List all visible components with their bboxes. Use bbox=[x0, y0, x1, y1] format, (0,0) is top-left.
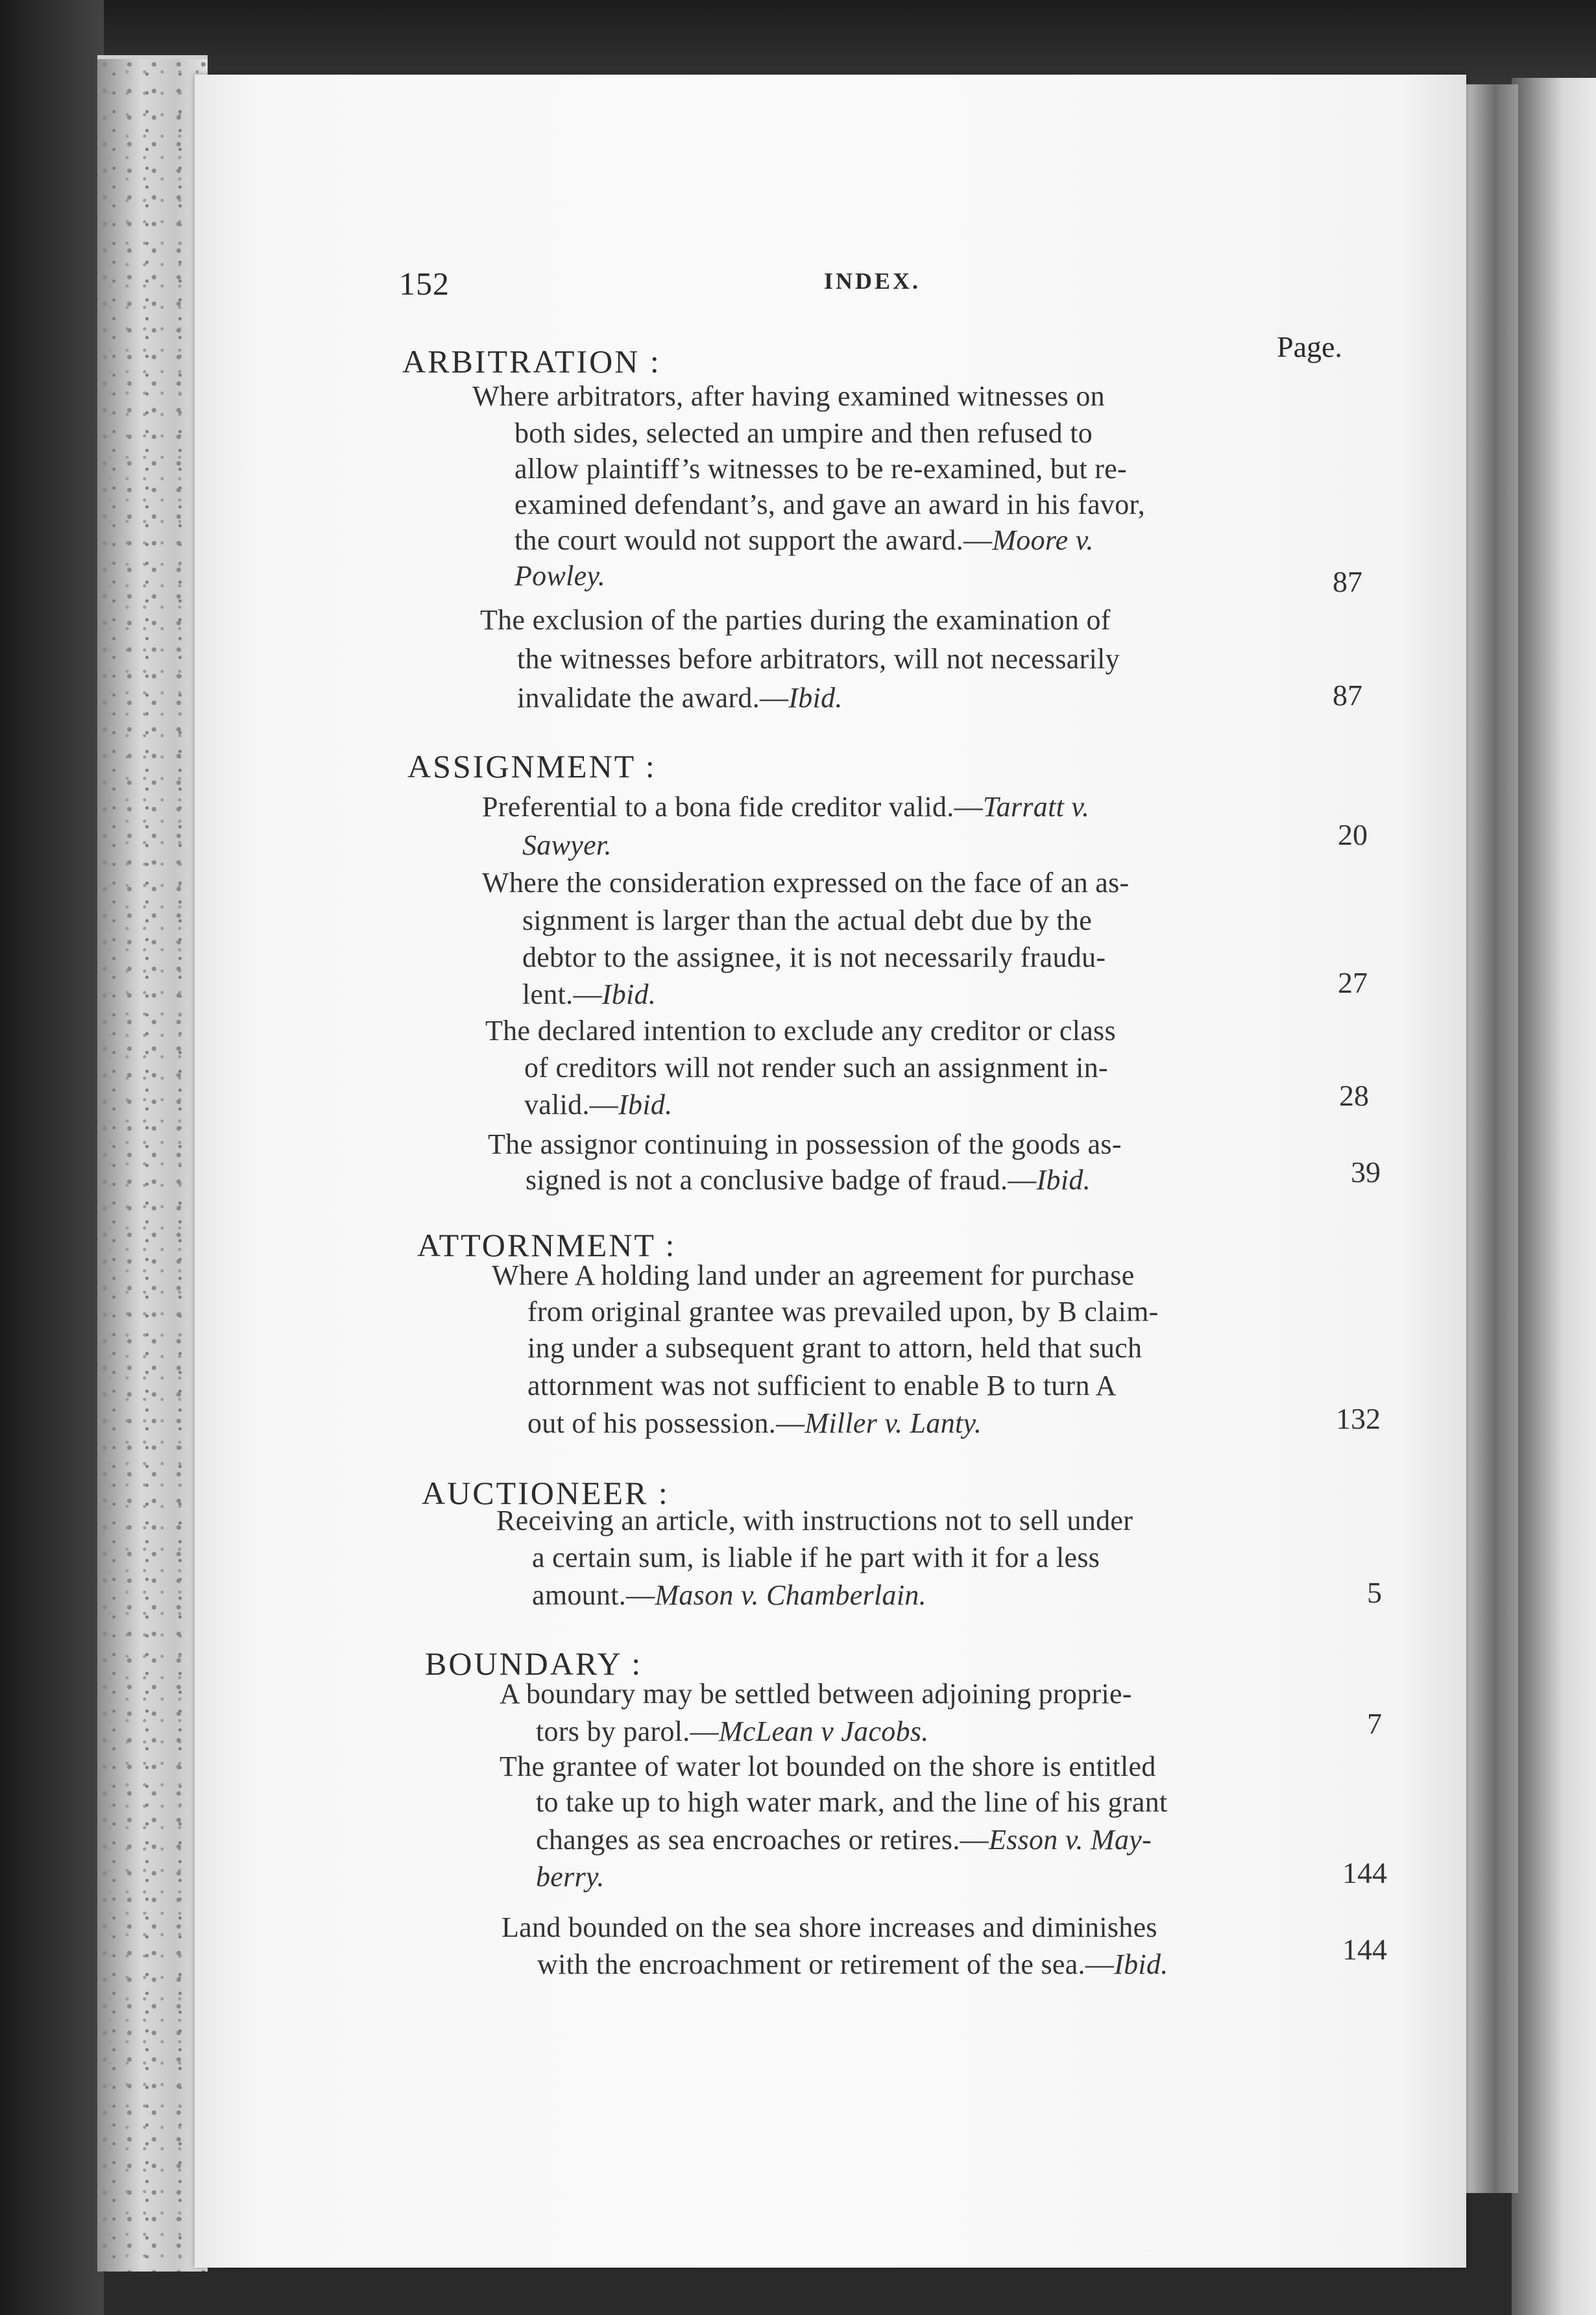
page-reference: 39 bbox=[1351, 1156, 1381, 1189]
section-heading: BOUNDARY : bbox=[425, 1645, 643, 1682]
entry-text: Where the consideration expressed on the face of an as- bbox=[482, 867, 1130, 899]
entry-line bbox=[517, 681, 843, 714]
section-heading: ATTORNMENT : bbox=[417, 1227, 677, 1263]
entry-text: The grantee of water lot bounded on the shore is entitled bbox=[500, 1751, 1156, 1782]
entry-line bbox=[480, 603, 1111, 636]
case-citation: Ibid. bbox=[1114, 1948, 1168, 1980]
case-citation: Moore v. bbox=[992, 524, 1094, 556]
entry-text: The assignor continuing in possession of the goods as- bbox=[488, 1128, 1122, 1160]
entry-text: signed is not a conclusive badge of fraud.— bbox=[526, 1164, 1037, 1196]
entry-line bbox=[514, 524, 1094, 557]
entry-line bbox=[492, 1259, 1135, 1292]
section-heading: AUCTIONEER : bbox=[422, 1475, 670, 1511]
entry-line bbox=[496, 1504, 1133, 1537]
entry-text: The exclusion of the parties during the examination of bbox=[480, 604, 1111, 636]
entry-text: out of his possession.— bbox=[527, 1407, 805, 1439]
scan-background-left bbox=[0, 0, 104, 2315]
entry-text: Where arbitrators, after having examined witnesses on bbox=[472, 380, 1105, 412]
page-reference: 7 bbox=[1367, 1707, 1382, 1740]
page-reference: 5 bbox=[1367, 1576, 1382, 1609]
entry-line bbox=[527, 1369, 1117, 1402]
entry-text: invalidate the award.— bbox=[517, 682, 789, 714]
entry-line bbox=[500, 1750, 1156, 1783]
entry-line bbox=[537, 1948, 1168, 1981]
entry-text: debtor to the assignee, it is not necessarily fraudu- bbox=[522, 941, 1106, 973]
entry-line bbox=[522, 941, 1106, 974]
section-heading: ARBITRATION : bbox=[402, 343, 661, 380]
book-gutter bbox=[1466, 84, 1518, 2193]
section-heading: ASSIGNMENT : bbox=[407, 748, 657, 784]
case-citation: McLean v Jacobs. bbox=[718, 1715, 929, 1747]
case-citation: Miller v. Lanty. bbox=[804, 1407, 982, 1439]
page-reference: 20 bbox=[1338, 818, 1368, 851]
case-citation: Esson v. May- bbox=[988, 1824, 1152, 1856]
entry-text: changes as sea encroaches or retires.— bbox=[536, 1824, 989, 1856]
entry-text: ing under a subsequent grant to attorn, held that such bbox=[527, 1332, 1143, 1364]
page-reference: 144 bbox=[1342, 1856, 1387, 1889]
entry-text: with the encroachment or retirement of the sea.— bbox=[537, 1948, 1115, 1980]
entry-line bbox=[536, 1715, 929, 1748]
entry-line bbox=[536, 1786, 1168, 1819]
page-reference: 87 bbox=[1333, 679, 1362, 712]
entry-line bbox=[485, 1014, 1116, 1047]
entry-text: lent.— bbox=[522, 978, 602, 1010]
case-citation: Ibid. bbox=[1036, 1164, 1091, 1196]
entry-line bbox=[532, 1579, 926, 1612]
entry-text: The declared intention to exclude any creditor or class bbox=[485, 1015, 1116, 1047]
entry-text: of creditors will not render such an assignment in- bbox=[524, 1052, 1108, 1084]
entry-line bbox=[527, 1407, 982, 1440]
entry-line bbox=[522, 978, 656, 1011]
entry-text: amount.— bbox=[532, 1579, 655, 1611]
entry-line bbox=[524, 1051, 1108, 1084]
entry-line bbox=[522, 904, 1092, 937]
entry-line bbox=[514, 559, 605, 592]
entry-text: examined defendant’s, and gave an award in his favor, bbox=[514, 489, 1145, 520]
page-reference: 87 bbox=[1333, 565, 1362, 598]
entry-text: Land bounded on the sea shore increases and diminishes bbox=[502, 1911, 1157, 1943]
entry-line bbox=[482, 790, 1089, 823]
entry-text: both sides, selected an umpire and then refused to bbox=[514, 417, 1093, 449]
entry-line bbox=[488, 1128, 1122, 1161]
running-head: INDEX. bbox=[824, 268, 921, 294]
entry-line bbox=[472, 380, 1105, 413]
case-citation: Tarratt v. bbox=[982, 791, 1090, 823]
entry-text: to take up to high water mark, and the line of his grant bbox=[536, 1786, 1168, 1818]
entry-text: the witnesses before arbitrators, will not necessarily bbox=[517, 643, 1120, 675]
page-number: 152 bbox=[399, 265, 450, 302]
case-citation: Mason v. Chamberlain. bbox=[655, 1579, 926, 1611]
entry-text: allow plaintiff’s witnesses to be re-examined, but re- bbox=[514, 453, 1128, 485]
entry-line bbox=[502, 1911, 1157, 1944]
entry-text: Receiving an article, with instructions not to sell under bbox=[496, 1505, 1133, 1536]
entry-text: valid.— bbox=[524, 1089, 619, 1121]
page-reference: 27 bbox=[1338, 966, 1368, 999]
entry-text: Where A holding land under an agreement for purchase bbox=[492, 1259, 1135, 1291]
entry-line bbox=[514, 452, 1127, 485]
entry-text: the court would not support the award.— bbox=[514, 524, 993, 556]
entry-text: a certain sum, is liable if he part with it for a less bbox=[532, 1542, 1100, 1573]
case-citation: berry. bbox=[536, 1861, 605, 1893]
case-citation: Ibid. bbox=[601, 978, 657, 1010]
page-column-label: Page. bbox=[1277, 330, 1342, 363]
entry-line bbox=[517, 642, 1120, 675]
entry-line bbox=[536, 1823, 1152, 1856]
entry-line bbox=[532, 1541, 1100, 1574]
entry-text: signment is larger than the actual debt due by the bbox=[522, 904, 1093, 936]
entry-text: Preferential to a bona fide creditor valid.— bbox=[482, 791, 983, 823]
case-citation: Ibid. bbox=[618, 1089, 673, 1121]
case-citation: Ibid. bbox=[788, 682, 843, 714]
entry-line bbox=[500, 1677, 1132, 1710]
entry-line bbox=[524, 1088, 672, 1121]
entry-text: tors by parol.— bbox=[536, 1715, 719, 1747]
book-page-edges bbox=[97, 55, 208, 2272]
entry-text: attornment was not sufficient to enable B to turn A bbox=[527, 1370, 1117, 1401]
entry-line bbox=[536, 1860, 605, 1893]
entry-line bbox=[514, 417, 1093, 450]
entry-line bbox=[527, 1331, 1142, 1364]
entry-line bbox=[526, 1163, 1091, 1196]
entry-line bbox=[527, 1295, 1159, 1328]
page-reference: 28 bbox=[1339, 1079, 1369, 1112]
entry-line bbox=[522, 829, 612, 862]
entry-text: from original grantee was prevailed upon, by B claim- bbox=[527, 1296, 1159, 1327]
entry-text: A boundary may be settled between adjoining proprie- bbox=[500, 1678, 1132, 1710]
entry-line bbox=[482, 866, 1130, 899]
entry-line bbox=[514, 488, 1145, 521]
page-reference: 144 bbox=[1342, 1933, 1387, 1966]
case-citation: Sawyer. bbox=[522, 829, 612, 861]
page-reference: 132 bbox=[1336, 1402, 1381, 1435]
facing-page-edge bbox=[1512, 78, 1596, 2315]
case-citation: Powley. bbox=[514, 560, 606, 592]
